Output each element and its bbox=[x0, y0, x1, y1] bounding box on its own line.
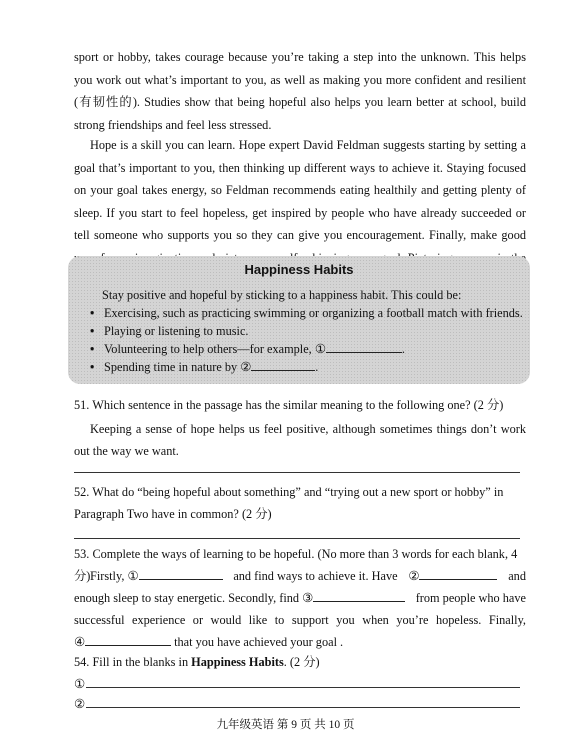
answer-54-2: ② bbox=[74, 697, 86, 711]
question-54: 54. Fill in the blanks in Happiness Habits. (2 分) bbox=[74, 655, 320, 669]
habit-blank-1[interactable] bbox=[326, 340, 402, 353]
habit-item-text: Exercising, such as practicing swimming or organizing a football match with friends. bbox=[104, 306, 523, 320]
question-53-line-4: ④ that you have achieved your goal . bbox=[74, 635, 344, 649]
question-52: 52. What do “being hopeful about something” and “trying out a new sport or hobby” in Paragraph Two have in common? (2 分) bbox=[74, 485, 504, 521]
question-53-line-1: Firstly, ① and find ways to achieve it. Have ② and bbox=[90, 569, 526, 583]
blank-53-4[interactable] bbox=[85, 633, 171, 646]
habit-item bbox=[90, 304, 523, 322]
answer-line-54-1[interactable] bbox=[86, 687, 520, 688]
blank-53-2[interactable] bbox=[419, 567, 497, 580]
habit-item: • Volunteering to help others—for example, ① . bbox=[90, 342, 405, 356]
answer-line-54-2[interactable] bbox=[86, 707, 520, 708]
blank-53-1[interactable] bbox=[139, 567, 223, 580]
habit-item-text: Playing or listening to music. bbox=[104, 324, 249, 338]
blank-53-3[interactable] bbox=[313, 589, 405, 602]
answer-54-1: ① bbox=[74, 677, 86, 691]
happiness-habits-title: Happiness Habits bbox=[244, 262, 354, 277]
question-53: 53. Complete the ways of learning to be hopeful. (No more than 3 words for each blank, 4 分) bbox=[74, 547, 518, 583]
habits-intro: Stay positive and hopeful by sticking to a happiness habit. This could be: bbox=[102, 288, 462, 302]
bullet-icon: • bbox=[90, 342, 95, 356]
answer-line-51[interactable] bbox=[74, 472, 520, 473]
question-53-line-3: successful experience or would like to support you when you’re hopeless. Finally, bbox=[74, 613, 526, 627]
answer-line-52[interactable] bbox=[74, 538, 520, 539]
paragraph-hope-skill: Hope is a skill you can learn. Hope expert David Feldman suggests starting by setting a goal that’s important to you, then thinking up different ways to achieve it. Staying focused on your goal takes energy, so Feldman recommends eating healthily and getting plenty of sleep. If you start to feel hopeless, get inspired by people who have already succeeded or tell someone who supports you so they can give you encouragement. Finally, make good bbox=[74, 138, 526, 242]
paragraph-courage: sport or hobby, takes courage because you’re taking a step into the unknown. This helps you work out what’s important to you, as well as making you more confident and resilient (有韧性的). Studies show that being hopeful also helps you learn better at school, build strong friendships and feel less stressed. bbox=[74, 50, 526, 132]
habit-item-text: Volunteering to help others—for example, ① bbox=[104, 342, 326, 356]
bullet-icon: • bbox=[90, 306, 95, 320]
bullet-icon: • bbox=[90, 360, 95, 374]
habit-blank-2[interactable] bbox=[251, 358, 315, 371]
question-51: 51. Which sentence in the passage has the similar meaning to the following one? (2 分) bbox=[74, 398, 504, 412]
question-51-quote: Keeping a sense of hope helps us feel positive, although sometimes things don’t work out the way we want. bbox=[74, 422, 526, 458]
bullet-icon: • bbox=[90, 324, 95, 338]
question-53-line-2: enough sleep to stay energetic. Secondly, find ③ from people who have bbox=[74, 591, 526, 605]
habit-item-text: Spending time in nature by ② bbox=[104, 360, 252, 374]
happiness-habits-box bbox=[68, 256, 530, 384]
page-footer: 九年级英语 第 9 页 共 10 页 bbox=[216, 719, 355, 731]
habit-item: • Spending time in nature by ② . bbox=[90, 360, 319, 374]
habit-item bbox=[90, 322, 248, 340]
